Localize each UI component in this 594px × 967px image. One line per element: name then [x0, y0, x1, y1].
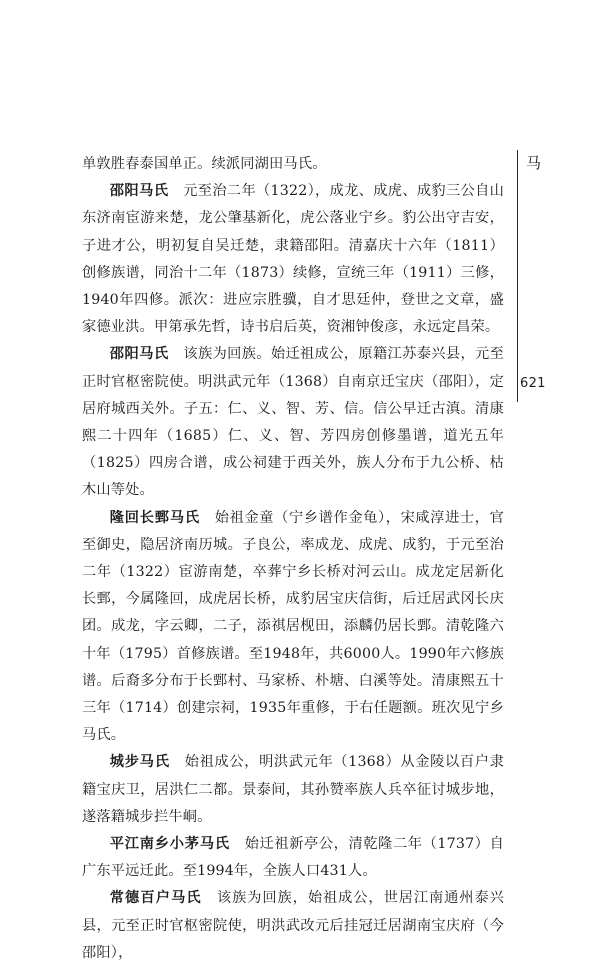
entry-text: 该族为回族。始迁祖成公，原籍江苏泰兴县，元至正时官枢密院使。明洪武元年（1368）自南京迁宝庆（邵阳），定居府城西关外。子五：仁、义、智、芳、信。信公早迁古滇。清康熙二十四年（1685）仁、义、智、芳四房创修墨谱，道光五年（1825）四房合谱，成公祠建于西关外，族人分布于九公桥、枯木山等处。 — [82, 346, 504, 499]
entry-title: 平江南乡小茅马氏 — [109, 836, 230, 853]
entry-title: 邵阳马氏 — [109, 346, 169, 363]
entry-paragraph — [82, 831, 504, 885]
entry-paragraph — [82, 749, 504, 831]
entry-paragraph — [82, 885, 504, 967]
entry-text: 始祖金童（宁乡谱作金龟），宋咸淳进士，官至御史，隐居济南历城。子良公，率成龙、成虎、成豹，于元至治二年（1322）宦游南楚，卒葬宁乡长桥对河云山。成龙定居新化长鄄，今属隆回，成虎居长桥，成豹居宝庆信街，后迁居武冈长庆团。成龙，字云卿，二子，添祺居枧田，添麟仍居长鄄。清乾隆六十年（1795）首修族谱。至1948年，共6000人。1990年六修族谱。后裔多分布于长鄄村、马家桥、朴塘、白溪等处。清康熙五十三年（1714）创建宗祠，1935年重修，于右任题额。班次见宁乡马氏。 — [82, 509, 504, 744]
entry-title: 常德百户马氏 — [109, 890, 202, 907]
entry-text: 始祖成公，明洪武元年（1368）从金陵以百户隶籍宝庆卫，居洪仁二都。景泰间，其孙赞率族人兵卒征讨城步地，遂落籍城步拦牛峒。 — [82, 754, 504, 825]
page-number: 621 — [520, 376, 546, 391]
entry-paragraph — [82, 505, 504, 750]
entry-paragraph — [82, 178, 504, 341]
entry-text: 元至治二年（1322），成龙、成虎、成豹三公自山东济南宦游来楚，龙公肇基新化，虎公落业宁乡。豹公出守吉安，子进才公，明初复自吴迁楚，隶籍邵阳。清嘉庆十六年（1811）创修族谱，同治十二年（1873）续修，宣统三年（1911）三修，1940年四修。派次：进应宗胜骥，自才思廷仲，登世之文章，盛家德业洪。甲第承先哲，诗书启后英，资湘钟俊彦，永远定昌荣。 — [82, 183, 505, 336]
margin-rule — [517, 150, 518, 402]
page-body — [82, 151, 504, 967]
running-head: 马 — [526, 154, 542, 172]
entry-paragraph — [82, 341, 504, 504]
entry-title: 城步马氏 — [109, 754, 170, 771]
intro-paragraph: 单敦胜春泰国单正。续派同湖田马氏。 — [82, 156, 327, 172]
entry-text: 该族为回族，始祖成公，世居江南通州泰兴县，元至正时官枢密院使，明洪武改元后挂冠迁居湖南宝庆府（今邵阳）， — [82, 890, 504, 961]
entry-text: 始迁祖新亭公，清乾隆二年（1737）自广东平远迁此。至1994年，全族人口431人。 — [82, 836, 504, 880]
entry-title: 隆回长鄄马氏 — [109, 509, 200, 526]
entry-title: 邵阳马氏 — [109, 183, 169, 200]
